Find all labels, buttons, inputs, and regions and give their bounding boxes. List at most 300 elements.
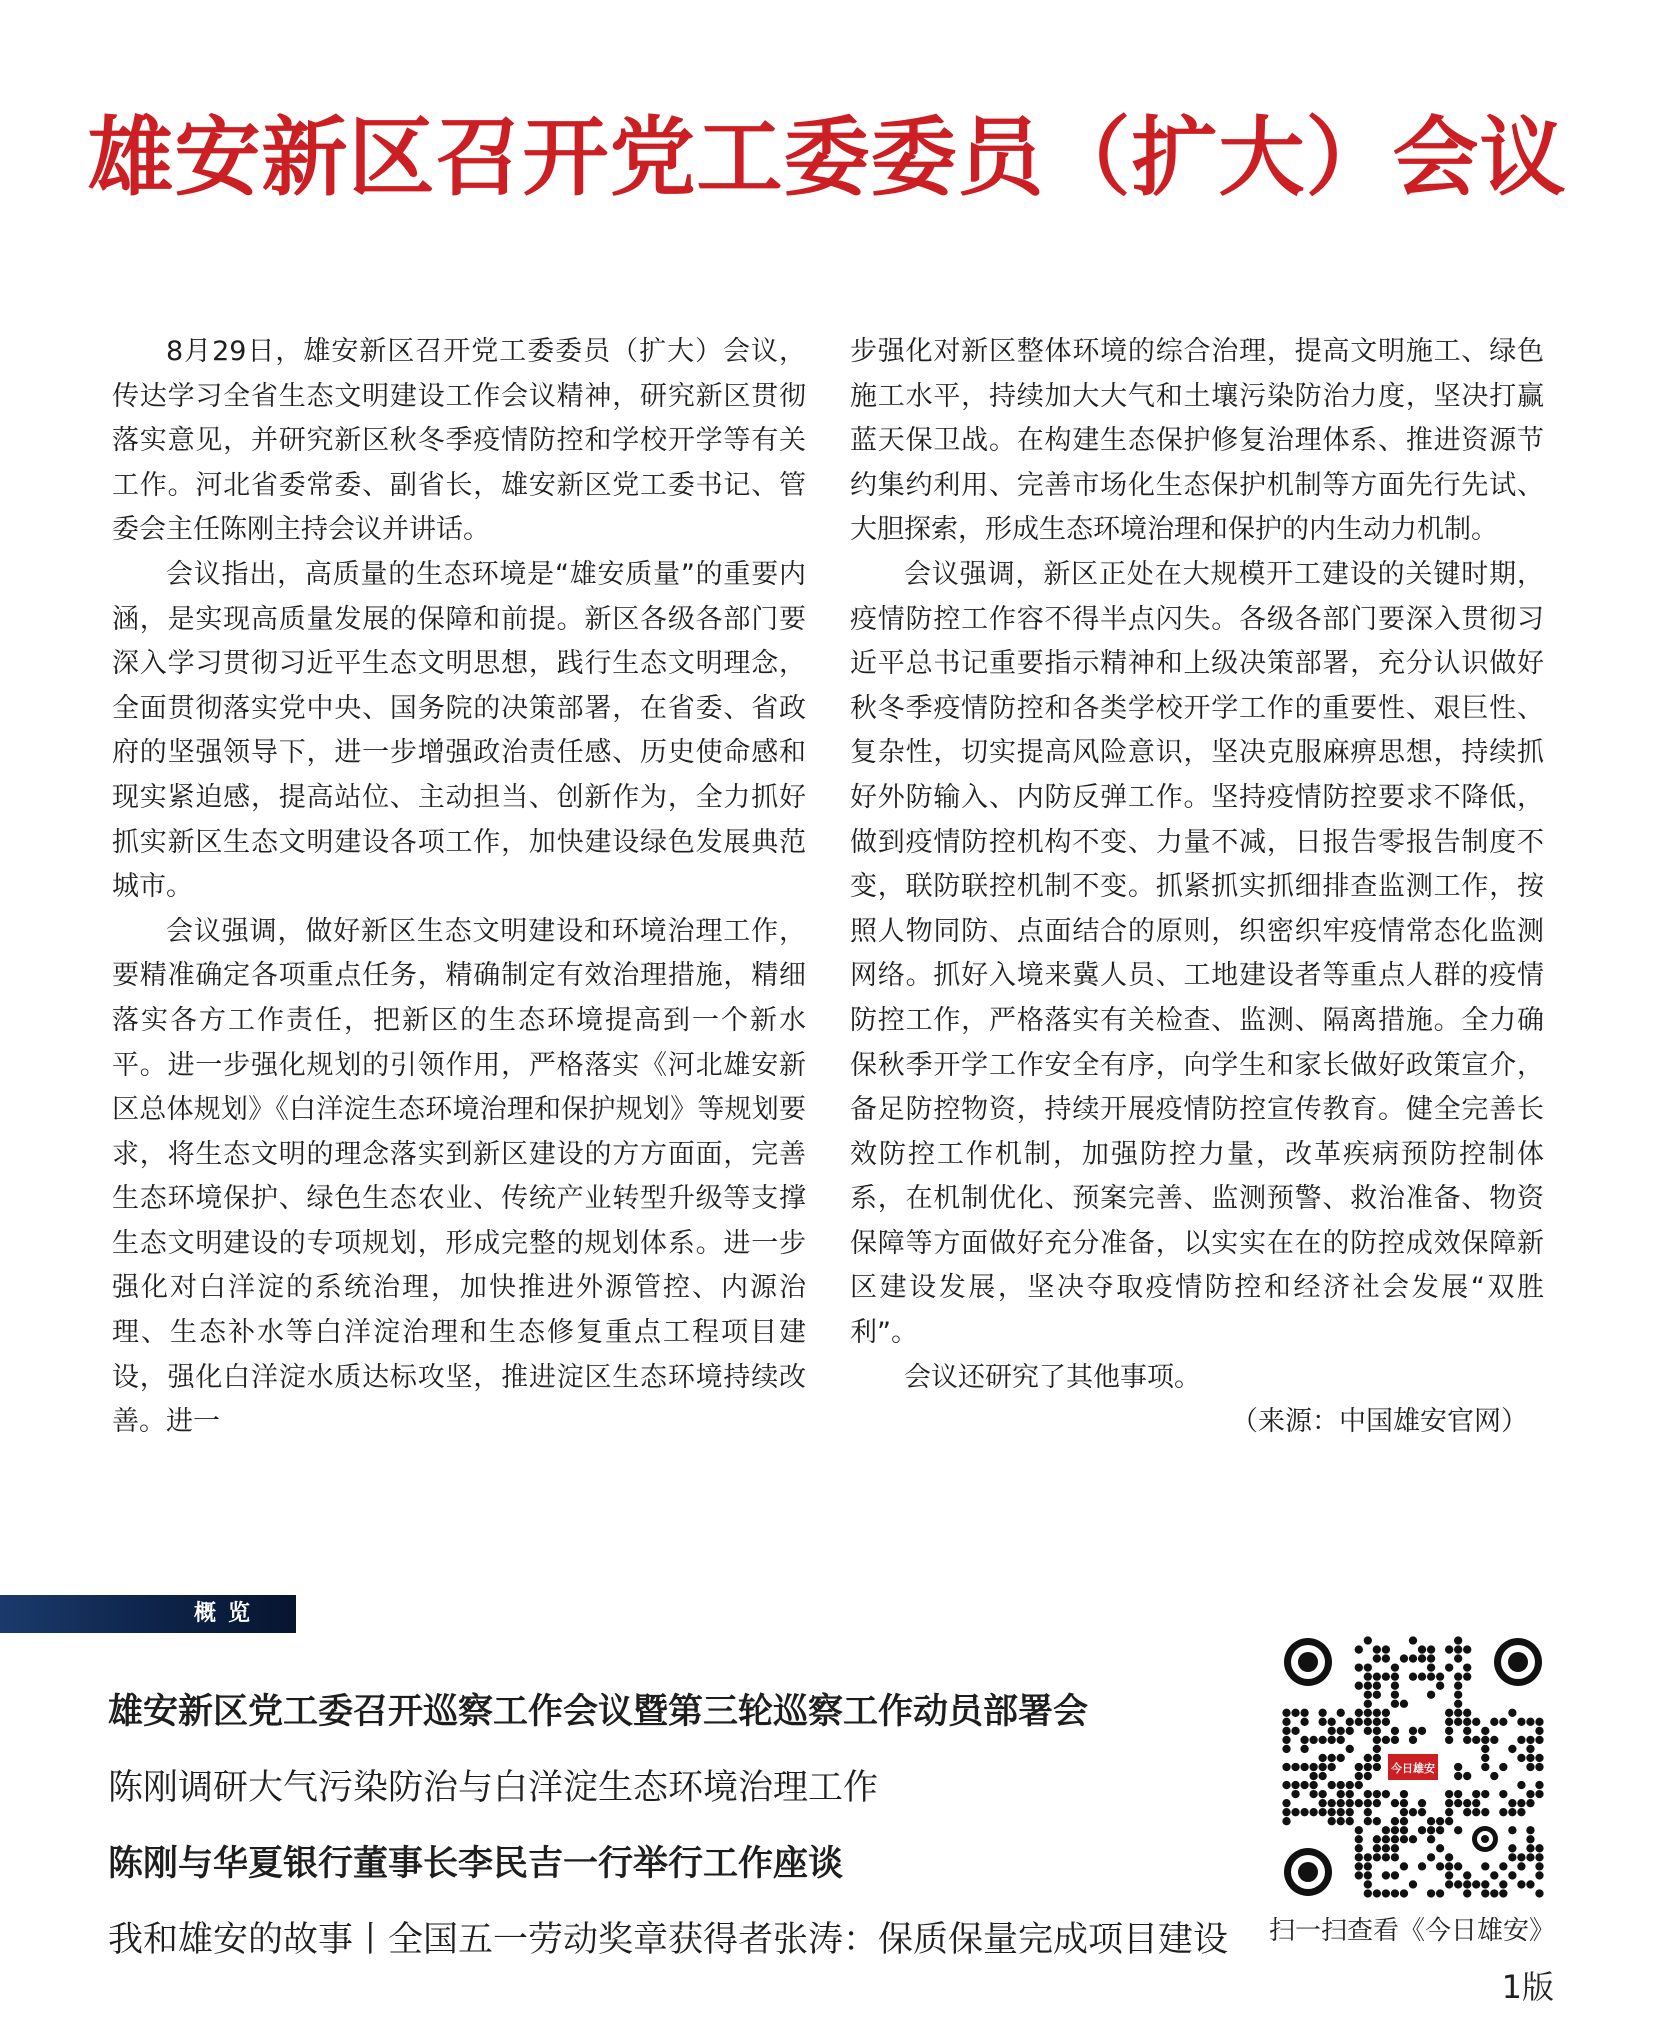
qr-module: [1445, 1709, 1453, 1717]
qr-module: [1382, 1736, 1390, 1744]
qr-module: [1364, 1808, 1372, 1816]
qr-module: [1526, 1826, 1534, 1834]
qr-module: [1373, 1763, 1381, 1771]
qr-module: [1400, 1654, 1408, 1662]
qr-module: [1517, 1853, 1525, 1861]
qr-module: [1445, 1645, 1453, 1653]
qr-module: [1427, 1672, 1435, 1680]
qr-module: [1364, 1871, 1372, 1879]
qr-module: [1454, 1799, 1462, 1807]
qr-module: [1282, 1718, 1290, 1726]
qr-module: [1454, 1672, 1462, 1680]
qr-module: [1328, 1736, 1336, 1744]
qr-module: [1355, 1781, 1363, 1789]
qr-module: [1535, 1727, 1543, 1735]
qr-module: [1355, 1862, 1363, 1870]
qr-module: [1382, 1853, 1390, 1861]
qr-module: [1355, 1835, 1363, 1843]
qr-module: [1409, 1736, 1417, 1744]
qr-module: [1481, 1880, 1489, 1888]
qr-module: [1481, 1808, 1489, 1816]
qr-module: [1535, 1844, 1543, 1852]
article-paragraph-continued: 步强化对新区整体环境的综合治理，提高文明施工、绿色施工水平，持续加大大气和土壤污染防治力度，坚决打赢蓝天保卫战。在构建生态保护修复治理体系、推进资源节约集约利用、完善市场化生态保护机制等方面先行先试、大胆探索，形成生态环境治理和保护的内生动力机制。: [850, 336, 1544, 546]
qr-module: [1517, 1808, 1525, 1816]
qr-module: [1436, 1844, 1444, 1852]
qr-module: [1373, 1691, 1381, 1699]
qr-module: [1526, 1835, 1534, 1843]
qr-module: [1454, 1654, 1462, 1662]
qr-module: [1427, 1691, 1435, 1699]
qr-module: [1526, 1754, 1534, 1762]
qr-module: [1499, 1880, 1507, 1888]
qr-module: [1391, 1853, 1399, 1861]
qr-module: [1445, 1853, 1453, 1861]
qr-module: [1373, 1645, 1381, 1653]
article-paragraph: 8月29日，雄安新区召开党工委委员（扩大）会议，传达学习全省生态文明建设工作会议精神，研究新区贯彻落实意见，并研究新区秋冬季疫情防控和学校开学等有关工作。河北省委常委、副省长，雄安新区党工委书记、管委会主任陈刚主持会议并讲话。: [112, 336, 806, 546]
qr-module: [1526, 1880, 1534, 1888]
qr-module: [1535, 1790, 1543, 1798]
qr-module: [1346, 1727, 1354, 1735]
qr-module: [1309, 1781, 1317, 1789]
qr-module: [1346, 1745, 1354, 1753]
qr-module: [1472, 1718, 1480, 1726]
qr-module: [1337, 1727, 1345, 1735]
qr-module: [1328, 1763, 1336, 1771]
qr-module: [1300, 1745, 1308, 1753]
qr-module: [1355, 1799, 1363, 1807]
qr-module: [1337, 1781, 1345, 1789]
qr-module: [1291, 1763, 1299, 1771]
qr-module: [1382, 1871, 1390, 1879]
qr-module: [1535, 1781, 1543, 1789]
qr-module: [1382, 1889, 1390, 1897]
qr-module: [1282, 1808, 1290, 1816]
qr-module: [1373, 1790, 1381, 1798]
overview-item[interactable]: 陈刚调研大气污染防治与白洋淀生态环境治理工作: [108, 1768, 879, 1808]
qr-module: [1535, 1718, 1543, 1726]
qr-module: [1328, 1808, 1336, 1816]
qr-module: [1418, 1672, 1426, 1680]
qr-module: [1373, 1799, 1381, 1807]
qr-module: [1526, 1844, 1534, 1852]
qr-module: [1309, 1736, 1317, 1744]
qr-module: [1373, 1853, 1381, 1861]
qr-module: [1328, 1754, 1336, 1762]
qr-module: [1391, 1691, 1399, 1699]
qr-module: [1355, 1826, 1363, 1834]
qr-module: [1472, 1736, 1480, 1744]
qr-module: [1436, 1817, 1444, 1825]
article-source: （来源：中国雄安官网）: [1231, 1406, 1528, 1438]
qr-module: [1436, 1672, 1444, 1680]
qr-module: [1472, 1799, 1480, 1807]
qr-module: [1427, 1663, 1435, 1671]
qr-module: [1463, 1871, 1471, 1879]
qr-module: [1463, 1709, 1471, 1717]
qr-module: [1355, 1682, 1363, 1690]
qr-module: [1282, 1817, 1290, 1825]
qr-module: [1535, 1763, 1543, 1771]
qr-module: [1526, 1718, 1534, 1726]
page-number: 1版: [1501, 1968, 1554, 2006]
qr-module: [1436, 1826, 1444, 1834]
qr-module: [1300, 1718, 1308, 1726]
qr-module: [1445, 1736, 1453, 1744]
qr-module: [1463, 1718, 1471, 1726]
article-column-left: [112, 330, 806, 1445]
qr-module: [1427, 1835, 1435, 1843]
qr-module: [1282, 1727, 1290, 1735]
qr-module: [1391, 1835, 1399, 1843]
qr-module: [1463, 1672, 1471, 1680]
qr-module: [1391, 1663, 1399, 1671]
qr-module: [1418, 1645, 1426, 1653]
article-paragraph: 会议强调，新区正处在大规模开工建设的关键时期，疫情防控工作容不得半点闪失。各级各部门要深入贯彻习近平总书记重要指示精神和上级决策部署，充分认识做好秋冬季疫情防控和各类学校开学工作的重要性、艰巨性、复杂性，切实提高风险意识，坚决克服麻痹思想，持续抓好外防输入、内防反弹工作。坚持疫情防控要求不降低，做到疫情防控机构不变、力量不减，日报告零报告制度不变，联防联控机制不变。抓紧抓实抓细排查监测工作，按照人物同防、点面结合的原则，织密织牢疫情常态化监测网络。抓好入境来冀人员、工地建设者等重点人群的疫情防控工作，严格落实有关检查、监测、隔离措施。全力确保秋季开学工作安全有序，向学生和家长做好政策宣介，备足防控物资，持续开展疫情防控宣传教育。健全完善长效防控工作机制，加强防控力量，改革疾病预防控制体系，在机制优化、预案完善、监测预警、救治准备、物资保障等方面做好充分准备，以实实在在的防控成效保障新区建设发展，坚决夺取疫情防控和经济社会发展“双胜利”。: [850, 558, 1544, 1349]
qr-module: [1409, 1727, 1417, 1735]
qr-module: [1454, 1682, 1462, 1690]
overview-item[interactable]: 我和雄安的故事丨全国五一劳动奖章获得者张涛：保质保量完成项目建设: [108, 1920, 1229, 1960]
qr-module: [1517, 1736, 1525, 1744]
qr-caption: 扫一扫查看《今日雄安》: [1268, 1916, 1555, 1946]
qr-module: [1454, 1826, 1462, 1834]
qr-module: [1346, 1808, 1354, 1816]
qr-module: [1300, 1781, 1308, 1789]
qr-module: [1400, 1817, 1408, 1825]
qr-finder-icon: [1494, 1638, 1542, 1686]
qr-module: [1282, 1763, 1290, 1771]
article-paragraph: 会议强调，做好新区生态文明建设和环境治理工作，要精准确定各项重点任务，精确制定有效治理措施，精细落实各方工作责任，把新区的生态环境提高到一个新水平。进一步强化规划的引领作用，严格落实《河北雄安新区总体规划》《白洋淀生态环境治理和保护规划》等规划要求，将生态文明的理念落实到新区建设的方方面面，完善生态环境保护、绿色生态农业、传统产业转型升级等支撑生态文明建设的专项规划，形成完整的规划体系。进一步强化对白洋淀的系统治理，加快推进外源管控、内源治理、生态补水等白洋淀治理和生态修复重点工程项目建设，强化白洋淀水质达标攻坚，推进淀区生态环境持续改善。进一: [112, 915, 806, 1438]
qr-module: [1535, 1754, 1543, 1762]
qr-module: [1282, 1799, 1290, 1807]
qr-module: [1391, 1736, 1399, 1744]
qr-module: [1454, 1636, 1462, 1644]
qr-module: [1418, 1826, 1426, 1834]
qr-module: [1382, 1709, 1390, 1717]
qr-module: [1382, 1718, 1390, 1726]
qr-module: [1318, 1772, 1326, 1780]
qr-module: [1328, 1799, 1336, 1807]
qr-module: [1346, 1799, 1354, 1807]
qr-module: [1409, 1654, 1417, 1662]
article-column-right: [850, 330, 1544, 1445]
qr-module: [1364, 1700, 1372, 1708]
qr-module: [1373, 1844, 1381, 1852]
qr-module: [1400, 1835, 1408, 1843]
qr-module: [1309, 1808, 1317, 1816]
qr-module: [1391, 1672, 1399, 1680]
qr-module: [1418, 1862, 1426, 1870]
qr-module: [1481, 1763, 1489, 1771]
qr-module: [1481, 1754, 1489, 1762]
qr-module: [1418, 1654, 1426, 1662]
qr-module: [1282, 1709, 1290, 1717]
article-body: [112, 330, 1544, 1445]
article-paragraph: 会议指出，高质量的生态环境是“雄安质量”的重要内涵，是实现高质量发展的保障和前提。新区各级各部门要深入学习贯彻习近平生态文明思想，践行生态文明理念，全面贯彻落实党中央、国务院的决策部署，在省委、省政府的坚强领导下，进一步增强政治责任感、历史使命感和现实紧迫感，提高站位、主动担当、创新作为，全力抓好抓实新区生态文明建设各项工作，加快建设绿色发展典范城市。: [112, 558, 806, 903]
qr-module: [1373, 1718, 1381, 1726]
qr-module: [1282, 1781, 1290, 1789]
qr-module: [1291, 1808, 1299, 1816]
qr-module: [1328, 1817, 1336, 1825]
qr-module: [1364, 1754, 1372, 1762]
qr-module: [1490, 1772, 1498, 1780]
qr-module: [1364, 1862, 1372, 1870]
qr-module: [1454, 1691, 1462, 1699]
qr-module: [1481, 1889, 1489, 1897]
qr-module: [1427, 1853, 1435, 1861]
qr-module: [1517, 1718, 1525, 1726]
qr-module: [1517, 1754, 1525, 1762]
qr-module: [1364, 1672, 1372, 1680]
qr-module: [1445, 1808, 1453, 1816]
qr-module: [1300, 1736, 1308, 1744]
qr-module: [1499, 1763, 1507, 1771]
qr-module: [1364, 1817, 1372, 1825]
qr-module: [1391, 1700, 1399, 1708]
qr-module: [1364, 1727, 1372, 1735]
qr-module: [1337, 1808, 1345, 1816]
qr-module: [1291, 1781, 1299, 1789]
qr-module: [1318, 1808, 1326, 1816]
qr-module: [1309, 1772, 1317, 1780]
qr-module: [1517, 1799, 1525, 1807]
headline: 雄安新区召开党工委委员（扩大）会议: [87, 107, 1567, 208]
qr-module: [1373, 1889, 1381, 1897]
qr-module: [1382, 1835, 1390, 1843]
qr-module: [1318, 1754, 1326, 1762]
qr-module: [1355, 1853, 1363, 1861]
qr-module: [1526, 1745, 1534, 1753]
qr-module: [1309, 1790, 1317, 1798]
qr-module: [1355, 1718, 1363, 1726]
qr-module: [1427, 1889, 1435, 1897]
qr-module: [1318, 1736, 1326, 1744]
qr-module: [1328, 1727, 1336, 1735]
qr-module: [1400, 1799, 1408, 1807]
qr-module: [1508, 1853, 1516, 1861]
qr-module: [1364, 1790, 1372, 1798]
qr-module: [1328, 1781, 1336, 1789]
qr-module: [1346, 1817, 1354, 1825]
qr-module: [1373, 1709, 1381, 1717]
qr-module: [1454, 1700, 1462, 1708]
qr-module: [1409, 1672, 1417, 1680]
qr-module: [1355, 1772, 1363, 1780]
qr-module: [1517, 1862, 1525, 1870]
qr-module: [1463, 1799, 1471, 1807]
qr-module: [1391, 1871, 1399, 1879]
qr-module: [1445, 1862, 1453, 1870]
qr-module: [1481, 1790, 1489, 1798]
qr-module: [1463, 1663, 1471, 1671]
qr-module: [1318, 1799, 1326, 1807]
qr-module: [1373, 1682, 1381, 1690]
qr-module: [1364, 1889, 1372, 1897]
qr-module: [1454, 1880, 1462, 1888]
qr-module: [1454, 1763, 1462, 1771]
qr-module: [1400, 1700, 1408, 1708]
qr-module: [1463, 1880, 1471, 1888]
qr-module: [1337, 1709, 1345, 1717]
qr-module: [1364, 1772, 1372, 1780]
qr-module: [1508, 1808, 1516, 1816]
qr-module: [1463, 1808, 1471, 1816]
qr-module: [1400, 1808, 1408, 1816]
qr-module: [1282, 1745, 1290, 1753]
qr-module: [1445, 1817, 1453, 1825]
qr-module: [1418, 1808, 1426, 1816]
qr-module: [1508, 1826, 1516, 1834]
qr-module: [1454, 1772, 1462, 1780]
qr-module: [1499, 1889, 1507, 1897]
qr-module: [1337, 1754, 1345, 1762]
qr-module: [1337, 1736, 1345, 1744]
qr-module: [1481, 1745, 1489, 1753]
qr-module: [1445, 1799, 1453, 1807]
qr-finder-icon: [1284, 1638, 1332, 1686]
qr-module: [1373, 1672, 1381, 1680]
qr-module: [1445, 1871, 1453, 1879]
qr-module: [1454, 1862, 1462, 1870]
qr-module: [1309, 1763, 1317, 1771]
qr-module: [1364, 1636, 1372, 1644]
qr-module: [1364, 1763, 1372, 1771]
qr-module: [1364, 1799, 1372, 1807]
qr-module: [1364, 1663, 1372, 1671]
qr-module: [1346, 1718, 1354, 1726]
qr-module: [1508, 1799, 1516, 1807]
qr-module: [1445, 1727, 1453, 1735]
qr-module: [1490, 1736, 1498, 1744]
qr-module: [1318, 1763, 1326, 1771]
qr-module: [1481, 1736, 1489, 1744]
qr-module: [1427, 1645, 1435, 1653]
qr-module: [1355, 1645, 1363, 1653]
qr-module: [1318, 1709, 1326, 1717]
qr-module: [1517, 1781, 1525, 1789]
qr-module: [1508, 1871, 1516, 1879]
overview-list: [108, 1690, 1258, 1994]
qr-module: [1400, 1862, 1408, 1870]
qr-module: [1364, 1691, 1372, 1699]
qr-module: [1436, 1862, 1444, 1870]
qr-module: [1382, 1672, 1390, 1680]
qr-module: [1291, 1727, 1299, 1735]
article-paragraph: 会议还研究了其他事项。: [904, 1361, 1201, 1393]
qr-module: [1337, 1817, 1345, 1825]
qr-module: [1400, 1889, 1408, 1897]
qr-code[interactable]: [1282, 1636, 1544, 1898]
qr-module: [1373, 1745, 1381, 1753]
qr-module: [1282, 1736, 1290, 1744]
qr-module: [1373, 1754, 1381, 1762]
qr-module: [1382, 1645, 1390, 1653]
qr-module: [1318, 1718, 1326, 1726]
qr-module: [1382, 1826, 1390, 1834]
qr-module: [1535, 1862, 1543, 1870]
qr-module: [1382, 1790, 1390, 1798]
qr-module: [1481, 1727, 1489, 1735]
qr-module: [1508, 1844, 1516, 1852]
qr-module: [1463, 1772, 1471, 1780]
qr-module: [1445, 1880, 1453, 1888]
qr-module: [1373, 1654, 1381, 1662]
qr-module: [1499, 1790, 1507, 1798]
qr-module: [1364, 1853, 1372, 1861]
qr-module: [1337, 1799, 1345, 1807]
qr-module: [1535, 1871, 1543, 1879]
qr-module: [1508, 1709, 1516, 1717]
qr-module: [1318, 1790, 1326, 1798]
qr-module: [1364, 1880, 1372, 1888]
qr-module: [1427, 1817, 1435, 1825]
qr-module: [1355, 1709, 1363, 1717]
qr-module: [1463, 1727, 1471, 1735]
qr-module: [1436, 1889, 1444, 1897]
qr-module: [1508, 1745, 1516, 1753]
qr-module: [1391, 1727, 1399, 1735]
qr-module: [1355, 1871, 1363, 1879]
qr-module: [1391, 1844, 1399, 1852]
qr-module: [1526, 1790, 1534, 1798]
qr-module: [1355, 1763, 1363, 1771]
qr-module: [1364, 1718, 1372, 1726]
qr-module: [1517, 1880, 1525, 1888]
qr-center-label: 今日雄安: [1391, 1762, 1435, 1775]
qr-module: [1526, 1736, 1534, 1744]
qr-module: [1463, 1889, 1471, 1897]
qr-module: [1391, 1682, 1399, 1690]
overview-label: 概览: [0, 1595, 296, 1633]
qr-module: [1526, 1799, 1534, 1807]
qr-module: [1499, 1808, 1507, 1816]
qr-module: [1382, 1654, 1390, 1662]
qr-module: [1499, 1862, 1507, 1870]
qr-module: [1454, 1790, 1462, 1798]
qr-module: [1391, 1826, 1399, 1834]
qr-module: [1535, 1853, 1543, 1861]
qr-module: [1526, 1853, 1534, 1861]
qr-module: [1391, 1889, 1399, 1897]
qr-module: [1300, 1709, 1308, 1717]
overview-item[interactable]: 陈刚与华夏银行董事长李民吉一行举行工作座谈: [108, 1844, 844, 1884]
overview-item[interactable]: 雄安新区党工委召开巡察工作会议暨第三轮巡察工作动员部署会: [108, 1692, 1089, 1732]
qr-module: [1481, 1862, 1489, 1870]
qr-module: [1499, 1718, 1507, 1726]
qr-module: [1436, 1682, 1444, 1690]
qr-finder-icon: [1284, 1848, 1332, 1896]
qr-module: [1409, 1636, 1417, 1644]
qr-module: [1373, 1835, 1381, 1843]
qr-module: [1490, 1718, 1498, 1726]
qr-module: [1445, 1663, 1453, 1671]
qr-module: [1463, 1645, 1471, 1653]
qr-module: [1400, 1790, 1408, 1798]
qr-module: [1418, 1727, 1426, 1735]
qr-module: [1409, 1808, 1417, 1816]
qr-module: [1535, 1736, 1543, 1744]
qr-module: [1463, 1736, 1471, 1744]
qr-module: [1472, 1790, 1480, 1798]
qr-module: [1409, 1880, 1417, 1888]
qr-code-graphic: [1282, 1636, 1544, 1898]
qr-module: [1373, 1727, 1381, 1735]
qr-module: [1445, 1718, 1453, 1726]
qr-module: [1409, 1835, 1417, 1843]
qr-module: [1391, 1799, 1399, 1807]
qr-module: [1373, 1817, 1381, 1825]
qr-module: [1418, 1799, 1426, 1807]
qr-module: [1364, 1682, 1372, 1690]
